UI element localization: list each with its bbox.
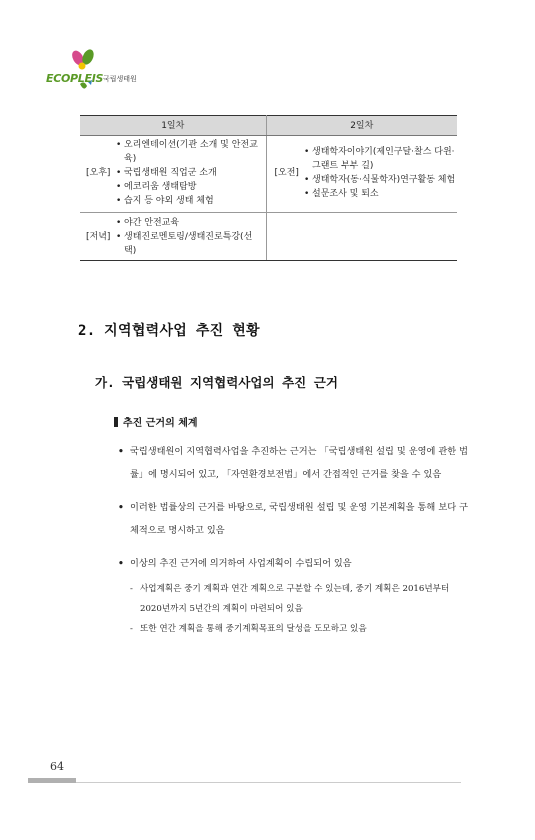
body-content — [118, 440, 468, 639]
topic-heading — [116, 414, 198, 429]
leaf-emblem-icon — [60, 48, 110, 94]
list-item: • 생태학자(동·식물학자)연구활동 체험 — [304, 173, 457, 187]
list-item: • 오리엔테이션(기관 소개 및 안전교육) — [116, 138, 260, 166]
day2-activities — [304, 213, 457, 261]
list-item: • 야간 안전교육 — [116, 216, 260, 230]
day2-activities — [304, 136, 457, 213]
slot-label: [저녁] — [80, 213, 116, 261]
bullet-paragraph: • 이러한 법률상의 근거를 바탕으로, 국립생태원 설립 및 운영 기본계획을 통해 보다 구체적으로 명시하고 있음 — [118, 496, 468, 542]
slot-label: [오후] — [80, 136, 116, 213]
list-item: • 에코리움 생태탐방 — [116, 180, 260, 194]
list-item: • 생태학자이야기(제인구달·찰스 다윈·그랜트 부부 길) — [304, 145, 457, 173]
subsection-heading: 가. 국립생태원 지역협력사업의 추진 근거 — [95, 375, 338, 390]
sub-bullet-list — [118, 579, 468, 639]
logo-wordmark: ECOPLEIS — [46, 72, 104, 85]
bullet-paragraph: • 이상의 추진 근거에 의거하여 사업계획이 수립되어 있음 — [118, 552, 468, 575]
slot-label — [266, 213, 304, 261]
bullet-paragraph: • 국립생태원이 지역협력사업을 추진하는 근거는 「국립생태원 설립 및 운영에 관한 법률」에 명시되어 있고, 「자연환경보전법」에서 간접적인 근거를 찾을 수 있음 — [118, 440, 468, 486]
footer-accent-bar — [28, 778, 76, 783]
header-day1: 1일차 — [80, 116, 266, 136]
day1-activities — [116, 213, 266, 261]
day1-activities — [116, 136, 266, 213]
list-item: • 국립생태원 직업군 소개 — [116, 166, 260, 180]
logo-subtitle: 국립생태원 — [103, 75, 137, 83]
schedule-header-row — [80, 116, 457, 136]
list-item: • 습지 등 야외 생태 체험 — [116, 194, 260, 208]
list-item: • 설문조사 및 퇴소 — [304, 187, 457, 201]
header-day2: 2일차 — [266, 116, 457, 136]
section-heading: 2. 지역협력사업 추진 현황 — [78, 323, 260, 339]
list-item: • 생태진로멘토링/생태진로특강(선택) — [116, 230, 260, 258]
slot-label: [오전] — [266, 136, 304, 213]
page-number: 64 — [50, 760, 64, 773]
sub-bullet: - 사업계획은 중기 계획과 연간 계획으로 구분할 수 있는데, 중기 계획은 2016년부터 2020년까지 5년간의 계획이 마련되어 있음 — [118, 579, 468, 619]
table-row — [80, 213, 457, 261]
schedule-table — [80, 115, 457, 261]
sub-bullet: - 또한 연간 계획을 통해 중기계획목표의 달성을 도모하고 있음 — [118, 619, 468, 639]
footer-rule — [76, 782, 461, 783]
table-row — [80, 136, 457, 213]
topic-heading-text: 추진 근거의 체계 — [122, 418, 198, 429]
ecopleis-logo — [46, 48, 156, 96]
